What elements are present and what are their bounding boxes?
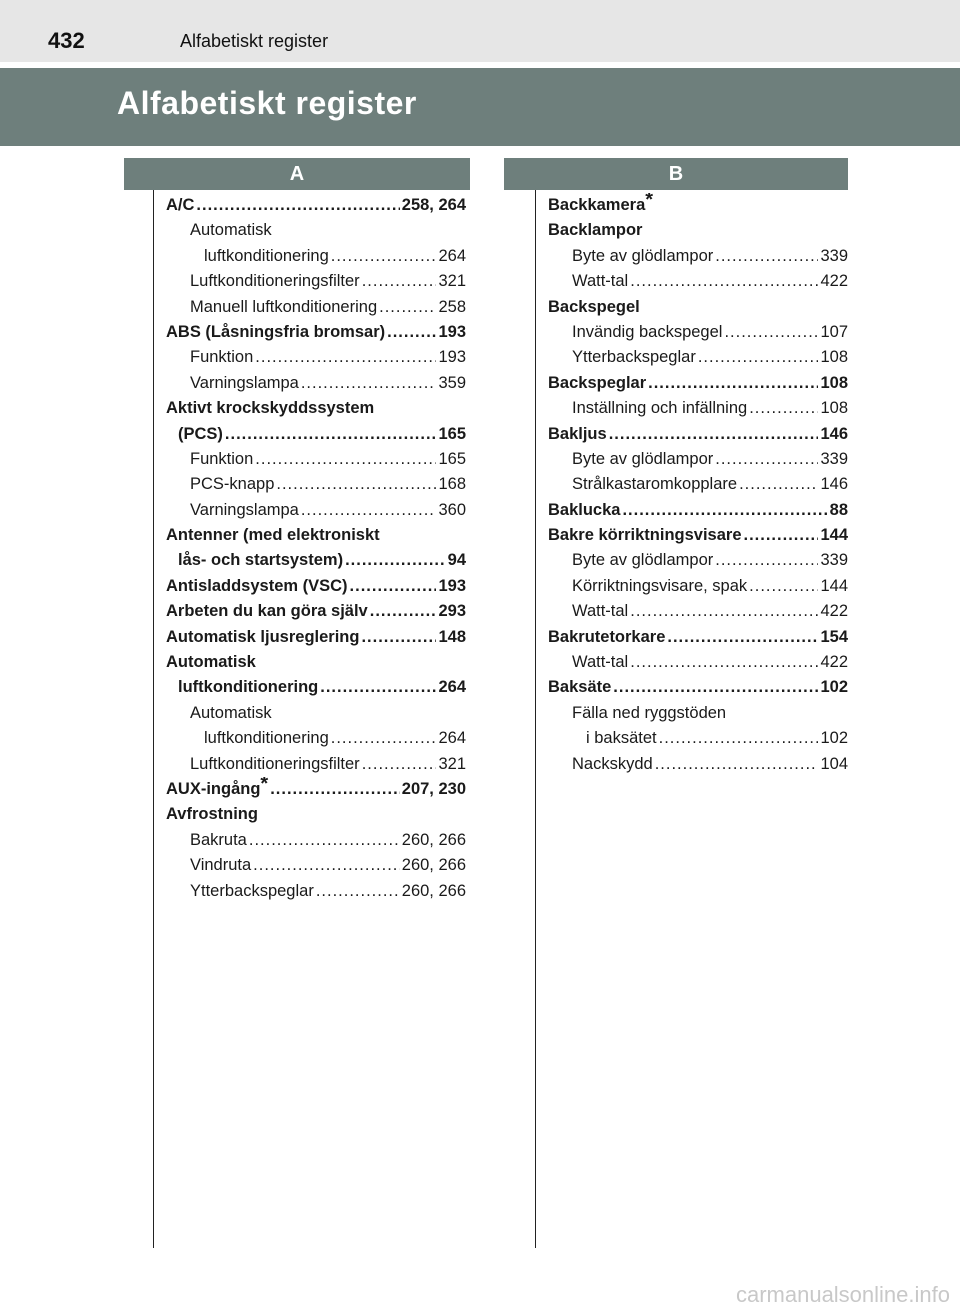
index-entry-page: 264: [438, 729, 466, 748]
dot-leader: [613, 675, 818, 700]
index-entry-label: Aktivt krockskyddssystem: [166, 399, 375, 418]
index-entry-page: 258, 264: [401, 196, 466, 214]
dot-leader: [362, 269, 437, 294]
dot-leader: [276, 472, 436, 497]
index-entry-label: Bakruta: [190, 830, 247, 849]
running-header-bar: [0, 0, 960, 62]
index-entry-page: 108: [820, 373, 848, 392]
index-entry-page: 165: [438, 449, 466, 468]
index-entry: [166, 599, 466, 624]
dot-leader: [379, 295, 436, 320]
index-entry-page: 339: [820, 246, 848, 265]
index-entry: [548, 244, 848, 269]
index-entry-label: Baklucka: [548, 500, 621, 519]
dot-leader: [320, 675, 436, 700]
index-entry-label: Byte av glödlampor: [572, 551, 714, 570]
letter-heading-b: B: [504, 158, 848, 190]
page-number: 432: [48, 28, 85, 53]
index-entry: [166, 320, 466, 345]
index-entry: [548, 625, 848, 650]
dot-leader: [667, 625, 818, 650]
index-entry: [548, 675, 848, 700]
index-entry: [548, 498, 848, 523]
index-entry: [548, 752, 848, 777]
index-entry: [166, 447, 466, 472]
index-entry-label: Watt-tal: [572, 602, 629, 621]
index-entry-label: Nackskydd: [572, 754, 653, 773]
page-title: Alfabetiskt register: [117, 85, 417, 121]
index-entry-page: 264: [438, 678, 466, 697]
index-entry-page: 154: [820, 627, 848, 646]
index-entry-page: 102: [820, 729, 848, 748]
index-entry-page: 422: [820, 272, 848, 291]
index-entry: [548, 218, 848, 243]
index-entry-label: Ytterbackspeglar: [572, 348, 696, 367]
index-entry-page: 258: [438, 297, 466, 316]
index-entry: [548, 193, 848, 218]
dot-leader: [253, 853, 400, 878]
dot-leader: [249, 828, 400, 853]
index-entry-label: Watt-tal: [572, 272, 629, 291]
dot-leader: [715, 244, 818, 269]
index-entry: [548, 345, 848, 370]
index-entry-label: Watt-tal: [572, 653, 629, 672]
dot-leader: [255, 447, 436, 472]
index-entry-page: 193: [438, 322, 466, 341]
watermark: carmanualsonline.info: [735, 1282, 950, 1307]
index-entry: [166, 218, 466, 243]
index-entry: [548, 472, 848, 497]
index-entry: [166, 523, 466, 548]
index-entry-label: Antisladdsystem (VSC): [166, 576, 348, 595]
index-entry-label: Fälla ned ryggstöden: [572, 703, 727, 722]
dot-leader: [270, 777, 400, 802]
index-entry: [166, 650, 466, 675]
index-entry: [166, 498, 466, 523]
index-entry-page: 339: [820, 551, 848, 570]
column-rule-left: [153, 190, 154, 1248]
index-entry-label: Automatisk ljusreglering: [166, 627, 360, 646]
index-entry: [548, 396, 848, 421]
index-entry-label: (PCS): [178, 424, 223, 443]
index-entry: [166, 879, 466, 904]
index-entry: [166, 828, 466, 853]
index-entry-page: 193: [438, 576, 466, 595]
index-entry: [166, 625, 466, 650]
index-entry-label: A/C: [166, 196, 195, 214]
index-entry: [166, 701, 466, 726]
index-entry-label: Varningslampa: [190, 500, 299, 519]
index-entry: [166, 345, 466, 370]
index-entry-label: Körriktningsvisare, spak: [572, 576, 748, 595]
index-entry-page: 148: [438, 627, 466, 646]
index-entry-label: Automatisk: [190, 221, 272, 240]
footnote-asterisk: *: [645, 193, 654, 211]
index-entry-page: 108: [820, 348, 848, 367]
index-entry: [166, 371, 466, 396]
dot-leader: [609, 422, 819, 447]
index-entry-page: 359: [438, 373, 466, 392]
index-entry: [166, 396, 466, 421]
index-entry: [548, 422, 848, 447]
index-entry-page: 422: [820, 653, 848, 672]
index-entry-label: AUX-ingång*: [166, 777, 268, 802]
index-entry-label: Bakrutetorkare: [548, 627, 666, 646]
index-column-a: [166, 193, 466, 904]
dot-leader: [648, 371, 818, 396]
dot-leader: [316, 879, 400, 904]
dot-leader: [749, 574, 818, 599]
index-entry-page: 108: [820, 399, 848, 418]
index-entry-label: Backspeglar: [548, 373, 647, 392]
index-entry-page: 321: [438, 754, 466, 773]
dot-leader: [659, 726, 819, 751]
index-entry-page: 264: [438, 246, 466, 265]
index-entry: [548, 269, 848, 294]
index-entry-label: ABS (Låsningsfria bromsar): [166, 322, 386, 341]
index-entry: [166, 295, 466, 320]
index-entry-page: 168: [438, 475, 466, 494]
index-entry-label: Avfrostning: [166, 805, 258, 824]
dot-leader: [370, 599, 437, 624]
index-entry: [548, 548, 848, 573]
index-column-b: [548, 193, 848, 777]
index-entry: [548, 599, 848, 624]
dot-leader: [715, 548, 818, 573]
dot-leader: [622, 498, 827, 523]
index-entry-page: 144: [820, 576, 848, 595]
index-entry-label: Funktion: [190, 449, 254, 468]
index-entry: [548, 295, 848, 320]
dot-leader: [698, 345, 819, 370]
dot-leader: [724, 320, 818, 345]
index-entry-page: 260, 266: [401, 830, 466, 849]
index-entry-page: 165: [438, 424, 466, 443]
dot-leader: [387, 320, 436, 345]
running-title: Alfabetiskt register: [180, 31, 329, 51]
index-entry-page: 146: [820, 424, 848, 443]
dot-leader: [715, 447, 818, 472]
index-entry: [548, 701, 848, 726]
index-entry: [166, 244, 466, 269]
column-rule-right: [535, 190, 536, 1248]
index-entry-label: luftkonditionering: [204, 729, 329, 748]
index-entry-label: Backkamera*: [548, 193, 653, 218]
index-entry-label: Automatisk: [166, 653, 256, 672]
index-entry-label: Inställning och infällning: [572, 399, 748, 418]
index-entry: [166, 193, 466, 218]
index-entry: [166, 574, 466, 599]
index-entry-label: Bakre körriktningsvisare: [548, 526, 742, 545]
index-entry: [166, 548, 466, 573]
index-entry-label: Invändig backspegel: [572, 322, 723, 341]
dot-leader: [331, 244, 437, 269]
index-entry-label: Manuell luftkonditionering: [190, 297, 378, 316]
index-entry: [548, 574, 848, 599]
index-entry-page: 94: [447, 551, 466, 570]
footnote-asterisk: *: [260, 776, 269, 795]
dot-leader: [361, 625, 436, 650]
index-entry-page: 107: [820, 322, 848, 341]
index-entry: [166, 777, 466, 802]
dot-leader: [630, 650, 818, 675]
dot-leader: [196, 193, 399, 218]
index-entry-label: Antenner (med elektroniskt: [166, 526, 380, 545]
index-entry: [166, 472, 466, 497]
dot-leader: [255, 345, 436, 370]
index-entry-page: 260, 266: [401, 856, 466, 875]
index-entry-page: 146: [820, 475, 848, 494]
index-entry: [166, 269, 466, 294]
dot-leader: [345, 548, 446, 573]
index-entry: [166, 422, 466, 447]
index-entry-label: lås- och startsystem): [178, 551, 344, 570]
index-entry-label: Ytterbackspeglar: [190, 881, 314, 900]
index-entry-label: Bakljus: [548, 424, 607, 443]
index-entry-page: 102: [820, 678, 848, 697]
index-entry-label: luftkonditionering: [204, 246, 329, 265]
index-entry: [548, 650, 848, 675]
dot-leader: [739, 472, 818, 497]
dot-leader: [655, 752, 819, 777]
index-entry-label: Baksäte: [548, 678, 612, 697]
index-entry-label: PCS-knapp: [190, 475, 275, 494]
index-entry: [548, 726, 848, 751]
dot-leader: [301, 498, 437, 523]
dot-leader: [362, 752, 437, 777]
dot-leader: [225, 422, 437, 447]
index-entry: [548, 447, 848, 472]
index-entry-label: Luftkonditioneringsfilter: [190, 272, 360, 291]
index-entry: [166, 675, 466, 700]
index-entry-label: luftkonditionering: [178, 678, 319, 697]
index-entry-label: Backspegel: [548, 297, 640, 316]
index-entry-page: 422: [820, 602, 848, 621]
index-entry-page: 144: [820, 526, 848, 545]
index-entry: [548, 320, 848, 345]
index-entry-label: Varningslampa: [190, 373, 299, 392]
index-entry: [548, 523, 848, 548]
index-entry-label: Byte av glödlampor: [572, 449, 714, 468]
index-entry: [166, 853, 466, 878]
dot-leader: [301, 371, 437, 396]
index-entry: [166, 802, 466, 827]
dot-leader: [744, 523, 819, 548]
index-entry-page: 360: [438, 500, 466, 519]
index-entry-page: 260, 266: [401, 881, 466, 900]
letter-heading-a: A: [124, 158, 470, 190]
index-entry: [548, 371, 848, 396]
index-entry-page: 321: [438, 272, 466, 291]
index-entry: [166, 726, 466, 751]
index-entry-label: Funktion: [190, 348, 254, 367]
dot-leader: [630, 599, 818, 624]
index-entry-page: 88: [829, 500, 848, 519]
dot-leader: [749, 396, 818, 421]
index-entry: [166, 752, 466, 777]
index-entry-label: Automatisk: [190, 703, 272, 722]
dot-leader: [350, 574, 437, 599]
index-entry-page: 339: [820, 449, 848, 468]
index-entry-page: 104: [820, 754, 848, 773]
index-entry-page: 207, 230: [401, 779, 466, 798]
index-entry-label: Luftkonditioneringsfilter: [190, 754, 360, 773]
index-entry-label: Byte av glödlampor: [572, 246, 714, 265]
dot-leader: [630, 269, 818, 294]
index-entry-label: i baksätet: [586, 729, 657, 748]
index-entry-page: 193: [438, 348, 466, 367]
index-entry-label: Vindruta: [190, 856, 252, 875]
index-entry-label: Backlampor: [548, 221, 643, 240]
index-entry-label: Arbeten du kan göra själv: [166, 602, 368, 621]
index-entry-page: 293: [438, 602, 466, 621]
dot-leader: [331, 726, 437, 751]
index-entry-label: Strålkastaromkopplare: [572, 475, 738, 494]
